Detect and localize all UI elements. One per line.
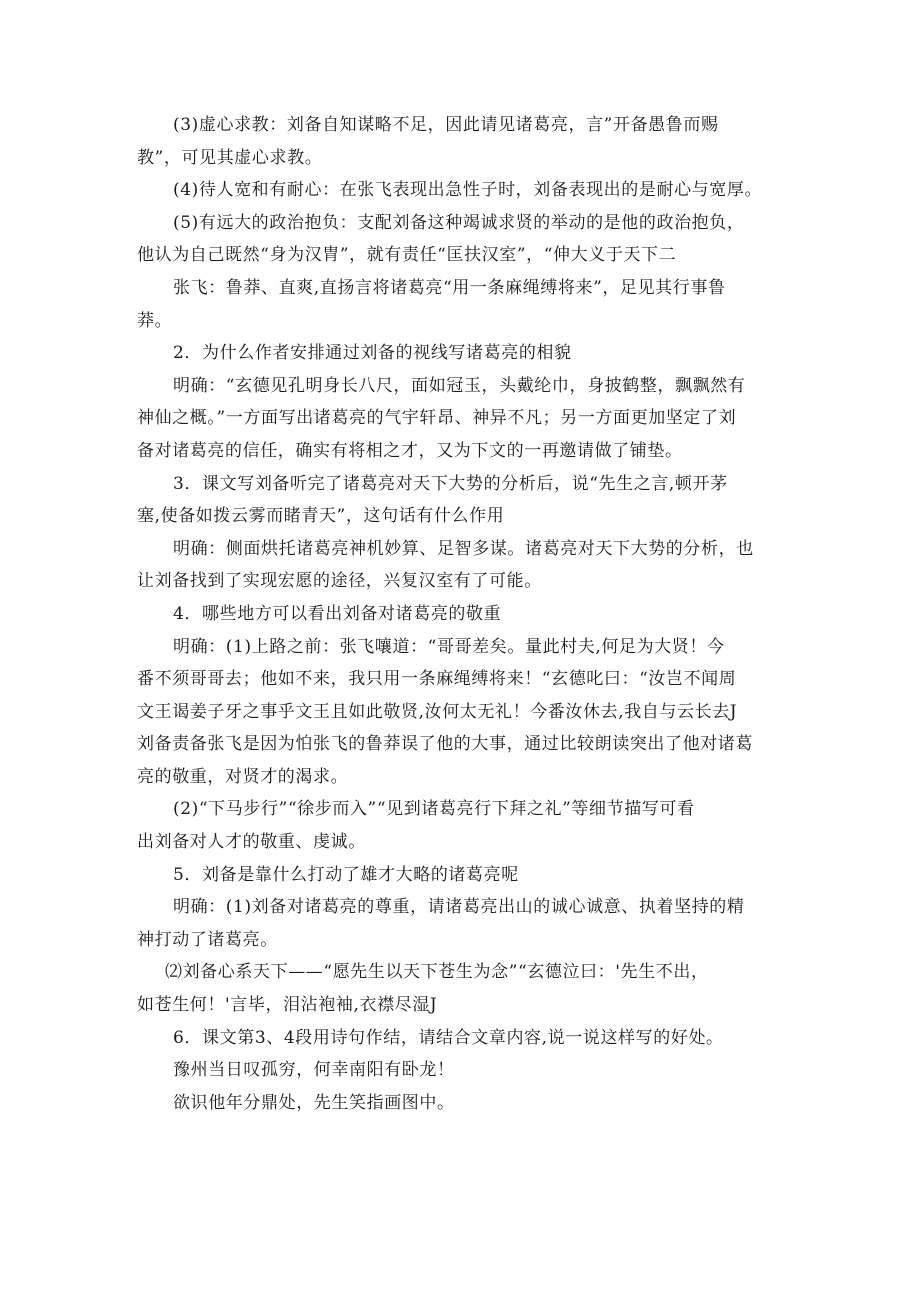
paragraph-virtue-3 [137, 109, 793, 174]
text-line: 刘备责备张飞是因为怕张飞的鲁莽误了他的大事，通过比较朗读突出了他对诸葛 [137, 734, 753, 755]
text-line: 莽。 [137, 310, 173, 331]
text-line: 张飞：鲁莽、直爽,直扬言将诸葛亮“用一条麻绳缚将来”，足见其行事鲁 [173, 277, 726, 298]
text-line: 教”，可见其虚心求教。 [137, 147, 323, 168]
text-line: 神仙之概。”一方面写出诸葛亮的气宇轩昂、神异不凡；另一方面更加坚定了刘 [137, 408, 737, 429]
poem-text: 豫州当日叹孤穷，何幸南阳有卧龙！ [173, 1060, 455, 1081]
text-line: 番不须哥哥去；他如不来，我只用一条麻绳缚将来！“玄德叱曰：“汝岂不闻周 [137, 669, 737, 690]
poem-text: 欲识他年分鼎处，先生笑指画图中。 [173, 1092, 455, 1113]
text-line: (3)虚心求教：刘备自知谋略不足，因此请见诸葛亮，言”开备愚鲁而赐 [173, 115, 719, 135]
text-line: (2)“下马步行”“徐步而入”“见到诸葛亮行下拜之礼”等细节描写可看 [173, 799, 695, 820]
text-line: 亮的敬重，对贤才的渴求。 [137, 766, 349, 787]
poem-line-1 [137, 1054, 793, 1087]
paragraph-virtue-5 [137, 207, 793, 272]
text-line: 明确：(1)上路之前：张飞嚷道：“哥哥差矣。量此村夫,何足为大贤！今 [173, 636, 725, 657]
text-line: 文王谒姜子牙之事乎文王且如此敬贤,汝何太无礼！今番汝休去,我自与云长去J [137, 701, 738, 722]
answer-3 [137, 533, 793, 598]
question-4 [137, 598, 793, 631]
answer-4-part-2 [137, 793, 793, 858]
question-text: 3．课文写刘备听完了诸葛亮对天下大势的分析后，说“先生之言,顿开茅 [173, 473, 728, 494]
text-line: 让刘备找到了实现宏愿的途径，兴复汉室有了可能。 [137, 571, 542, 592]
poem-line-2 [137, 1087, 793, 1120]
paragraph-virtue-4 [137, 174, 793, 207]
document-body [137, 109, 793, 1119]
question-6 [137, 1022, 793, 1055]
answer-5-part-1 [137, 891, 793, 956]
question-3 [137, 468, 793, 533]
text-line: 备对诸葛亮的信任，确实有将相之才，又为下文的一再邀请做了铺垫。 [137, 440, 683, 461]
text-line: 明确：“玄德见孔明身长八尺，面如冠玉，头戴纶巾，身披鹤整，飘飘然有 [173, 375, 746, 396]
text-line: ⑵刘备心系天下——“愿先生以天下苍生为念”“玄德泣曰：'先生不出， [165, 962, 709, 983]
text-line: 如苍生何！'言毕，泪沾袍袖,衣襟尽湿J [137, 995, 438, 1016]
answer-4-part-1 [137, 631, 793, 794]
text-line: 神打动了诸葛亮。 [137, 929, 278, 950]
text-line: 明确：(1)刘备对诸葛亮的尊重，请诸葛亮出山的诚心诚意、执着坚持的精 [173, 897, 745, 918]
question-2 [137, 337, 793, 370]
question-text: 6．课文第3、4段用诗句作结，请结合文章内容,说一说这样写的好处。 [173, 1027, 724, 1048]
question-text: 5．刘备是靠什么打动了雄才大略的诸葛亮呢 [173, 864, 519, 885]
text-line: (4)待人宽和有耐心：在张飞表现出急性子时，刘备表现出的是耐心与宽厚。 [173, 180, 763, 201]
question-text: 塞,使备如拨云雾而睹青天”，这句话有什么作用 [137, 506, 505, 527]
text-line: 他认为自己既然“身为汉胄”，就有责任“匡扶汉室”，“伸大义于天下二 [137, 245, 677, 266]
text-line: 出刘备对人才的敬重、虔诚。 [137, 832, 366, 853]
question-text: 2．为什么作者安排通过刘备的视线写诸葛亮的相貌 [173, 343, 572, 364]
answer-2 [137, 370, 793, 468]
answer-5-part-2 [137, 956, 793, 1021]
question-text: 4．哪些地方可以看出刘备对诸葛亮的敬重 [173, 603, 502, 624]
question-5 [137, 859, 793, 892]
paragraph-zhangfei [137, 272, 793, 337]
text-line: 明确：侧面烘托诸葛亮神机妙算、足智多谋。诸葛亮对天下大势的分析，也 [173, 538, 754, 559]
text-line: (5)有远大的政治抱负：支配刘备这种竭诚求贤的举动的是他的政治抱负， [173, 212, 745, 233]
